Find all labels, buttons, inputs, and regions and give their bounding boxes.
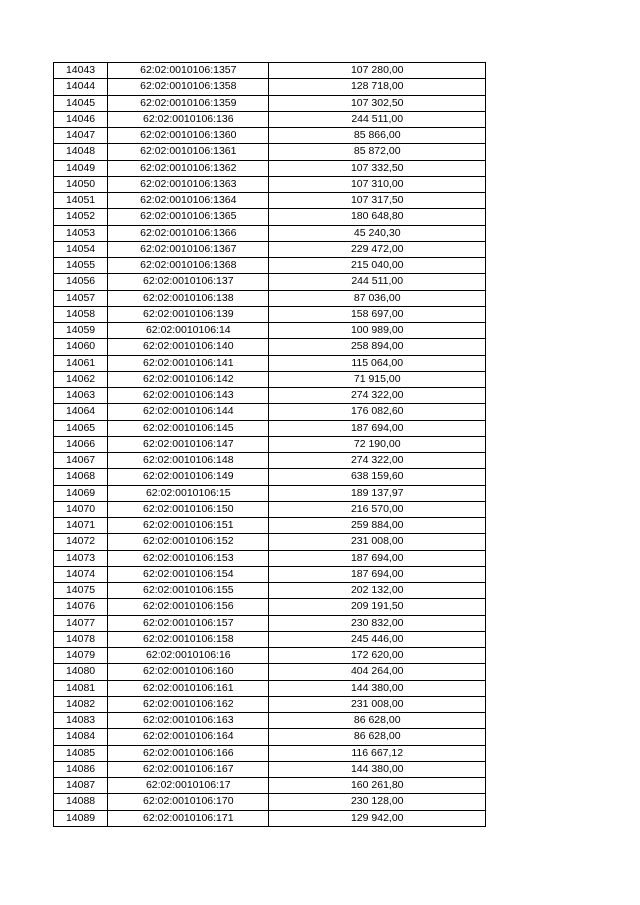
cadastral-value-table bbox=[53, 62, 486, 827]
value-cell: 115 064,00 bbox=[269, 355, 486, 371]
cadastral-number-cell: 62:02:0010106:166 bbox=[108, 745, 269, 761]
cadastral-number-cell: 62:02:0010106:136 bbox=[108, 111, 269, 127]
row-number-cell: 14084 bbox=[54, 729, 108, 745]
row-number-cell: 14070 bbox=[54, 501, 108, 517]
row-number-cell: 14079 bbox=[54, 648, 108, 664]
value-cell: 258 894,00 bbox=[269, 339, 486, 355]
table-row bbox=[54, 631, 486, 647]
row-number-cell: 14057 bbox=[54, 290, 108, 306]
row-number-cell: 14062 bbox=[54, 371, 108, 387]
value-cell: 274 322,00 bbox=[269, 388, 486, 404]
cadastral-number-cell: 62:02:0010106:141 bbox=[108, 355, 269, 371]
cadastral-number-cell: 62:02:0010106:1357 bbox=[108, 63, 269, 79]
value-cell: 231 008,00 bbox=[269, 534, 486, 550]
row-number-cell: 14080 bbox=[54, 664, 108, 680]
value-cell: 231 008,00 bbox=[269, 696, 486, 712]
value-cell: 71 915,00 bbox=[269, 371, 486, 387]
value-cell: 107 317,50 bbox=[269, 193, 486, 209]
cadastral-number-cell: 62:02:0010106:1359 bbox=[108, 95, 269, 111]
cadastral-number-cell: 62:02:0010106:143 bbox=[108, 388, 269, 404]
cadastral-number-cell: 62:02:0010106:156 bbox=[108, 599, 269, 615]
value-cell: 230 128,00 bbox=[269, 794, 486, 810]
table-row bbox=[54, 794, 486, 810]
value-cell: 85 866,00 bbox=[269, 128, 486, 144]
cadastral-number-cell: 62:02:0010106:158 bbox=[108, 631, 269, 647]
cadastral-number-cell: 62:02:0010106:1363 bbox=[108, 176, 269, 192]
table-row bbox=[54, 95, 486, 111]
table-row bbox=[54, 534, 486, 550]
cadastral-number-cell: 62:02:0010106:16 bbox=[108, 648, 269, 664]
row-number-cell: 14061 bbox=[54, 355, 108, 371]
value-cell: 86 628,00 bbox=[269, 713, 486, 729]
row-number-cell: 14074 bbox=[54, 566, 108, 582]
row-number-cell: 14076 bbox=[54, 599, 108, 615]
cadastral-number-cell: 62:02:0010106:1358 bbox=[108, 79, 269, 95]
table-row bbox=[54, 648, 486, 664]
row-number-cell: 14082 bbox=[54, 696, 108, 712]
value-cell: 209 191,50 bbox=[269, 599, 486, 615]
value-cell: 274 322,00 bbox=[269, 453, 486, 469]
table-row bbox=[54, 371, 486, 387]
table-row bbox=[54, 469, 486, 485]
row-number-cell: 14085 bbox=[54, 745, 108, 761]
cadastral-number-cell: 62:02:0010106:155 bbox=[108, 583, 269, 599]
row-number-cell: 14048 bbox=[54, 144, 108, 160]
row-number-cell: 14050 bbox=[54, 176, 108, 192]
cadastral-number-cell: 62:02:0010106:157 bbox=[108, 615, 269, 631]
cadastral-number-cell: 62:02:0010106:160 bbox=[108, 664, 269, 680]
row-number-cell: 14055 bbox=[54, 258, 108, 274]
table-row bbox=[54, 583, 486, 599]
table-row bbox=[54, 810, 486, 826]
table-row bbox=[54, 193, 486, 209]
table-row bbox=[54, 664, 486, 680]
cadastral-number-cell: 62:02:0010106:137 bbox=[108, 274, 269, 290]
row-number-cell: 14071 bbox=[54, 518, 108, 534]
table-row bbox=[54, 696, 486, 712]
row-number-cell: 14069 bbox=[54, 485, 108, 501]
table-row bbox=[54, 485, 486, 501]
row-number-cell: 14065 bbox=[54, 420, 108, 436]
table-row bbox=[54, 404, 486, 420]
table-row bbox=[54, 518, 486, 534]
value-cell: 86 628,00 bbox=[269, 729, 486, 745]
value-cell: 245 446,00 bbox=[269, 631, 486, 647]
row-number-cell: 14075 bbox=[54, 583, 108, 599]
cadastral-number-cell: 62:02:0010106:15 bbox=[108, 485, 269, 501]
table-row bbox=[54, 274, 486, 290]
table-row bbox=[54, 306, 486, 322]
value-cell: 216 570,00 bbox=[269, 501, 486, 517]
cadastral-number-cell: 62:02:0010106:147 bbox=[108, 436, 269, 452]
table-row bbox=[54, 323, 486, 339]
row-number-cell: 14078 bbox=[54, 631, 108, 647]
table-row bbox=[54, 778, 486, 794]
table-row bbox=[54, 258, 486, 274]
row-number-cell: 14077 bbox=[54, 615, 108, 631]
row-number-cell: 14063 bbox=[54, 388, 108, 404]
table-row bbox=[54, 339, 486, 355]
value-cell: 187 694,00 bbox=[269, 550, 486, 566]
table-row bbox=[54, 63, 486, 79]
row-number-cell: 14060 bbox=[54, 339, 108, 355]
table-row bbox=[54, 501, 486, 517]
value-cell: 215 040,00 bbox=[269, 258, 486, 274]
cadastral-number-cell: 62:02:0010106:1360 bbox=[108, 128, 269, 144]
cadastral-number-cell: 62:02:0010106:142 bbox=[108, 371, 269, 387]
value-cell: 638 159,60 bbox=[269, 469, 486, 485]
cadastral-number-cell: 62:02:0010106:171 bbox=[108, 810, 269, 826]
value-cell: 189 137,97 bbox=[269, 485, 486, 501]
row-number-cell: 14043 bbox=[54, 63, 108, 79]
cadastral-number-cell: 62:02:0010106:1364 bbox=[108, 193, 269, 209]
value-cell: 404 264,00 bbox=[269, 664, 486, 680]
cadastral-number-cell: 62:02:0010106:1366 bbox=[108, 225, 269, 241]
value-cell: 259 884,00 bbox=[269, 518, 486, 534]
value-cell: 87 036,00 bbox=[269, 290, 486, 306]
value-cell: 107 332,50 bbox=[269, 160, 486, 176]
value-cell: 187 694,00 bbox=[269, 420, 486, 436]
value-cell: 160 261,80 bbox=[269, 778, 486, 794]
cadastral-number-cell: 62:02:0010106:150 bbox=[108, 501, 269, 517]
value-cell: 116 667,12 bbox=[269, 745, 486, 761]
row-number-cell: 14073 bbox=[54, 550, 108, 566]
value-cell: 128 718,00 bbox=[269, 79, 486, 95]
value-cell: 158 697,00 bbox=[269, 306, 486, 322]
value-cell: 144 380,00 bbox=[269, 680, 486, 696]
cadastral-number-cell: 62:02:0010106:140 bbox=[108, 339, 269, 355]
row-number-cell: 14066 bbox=[54, 436, 108, 452]
table-row bbox=[54, 420, 486, 436]
cadastral-number-cell: 62:02:0010106:164 bbox=[108, 729, 269, 745]
cadastral-number-cell: 62:02:0010106:170 bbox=[108, 794, 269, 810]
cadastral-number-cell: 62:02:0010106:167 bbox=[108, 761, 269, 777]
cadastral-number-cell: 62:02:0010106:149 bbox=[108, 469, 269, 485]
cadastral-number-cell: 62:02:0010106:1365 bbox=[108, 209, 269, 225]
cadastral-number-cell: 62:02:0010106:161 bbox=[108, 680, 269, 696]
cadastral-number-cell: 62:02:0010106:1367 bbox=[108, 241, 269, 257]
row-number-cell: 14058 bbox=[54, 306, 108, 322]
cadastral-number-cell: 62:02:0010106:139 bbox=[108, 306, 269, 322]
value-cell: 100 989,00 bbox=[269, 323, 486, 339]
table-row bbox=[54, 144, 486, 160]
table-row bbox=[54, 225, 486, 241]
table-row bbox=[54, 241, 486, 257]
row-number-cell: 14064 bbox=[54, 404, 108, 420]
row-number-cell: 14083 bbox=[54, 713, 108, 729]
row-number-cell: 14072 bbox=[54, 534, 108, 550]
cadastral-number-cell: 62:02:0010106:151 bbox=[108, 518, 269, 534]
value-cell: 180 648,80 bbox=[269, 209, 486, 225]
table-row bbox=[54, 761, 486, 777]
table-row bbox=[54, 453, 486, 469]
row-number-cell: 14087 bbox=[54, 778, 108, 794]
table-row bbox=[54, 615, 486, 631]
table-row bbox=[54, 729, 486, 745]
cadastral-number-cell: 62:02:0010106:154 bbox=[108, 566, 269, 582]
value-cell: 244 511,00 bbox=[269, 111, 486, 127]
cadastral-number-cell: 62:02:0010106:152 bbox=[108, 534, 269, 550]
table-row bbox=[54, 79, 486, 95]
table-row bbox=[54, 745, 486, 761]
cadastral-number-cell: 62:02:0010106:153 bbox=[108, 550, 269, 566]
value-cell: 230 832,00 bbox=[269, 615, 486, 631]
cadastral-number-cell: 62:02:0010106:162 bbox=[108, 696, 269, 712]
table-row bbox=[54, 160, 486, 176]
table-row bbox=[54, 680, 486, 696]
row-number-cell: 14081 bbox=[54, 680, 108, 696]
row-number-cell: 14045 bbox=[54, 95, 108, 111]
cadastral-number-cell: 62:02:0010106:138 bbox=[108, 290, 269, 306]
table-row bbox=[54, 550, 486, 566]
value-cell: 45 240,30 bbox=[269, 225, 486, 241]
table-body bbox=[54, 63, 486, 827]
row-number-cell: 14051 bbox=[54, 193, 108, 209]
cadastral-number-cell: 62:02:0010106:14 bbox=[108, 323, 269, 339]
row-number-cell: 14053 bbox=[54, 225, 108, 241]
table-row bbox=[54, 599, 486, 615]
table-row bbox=[54, 436, 486, 452]
cadastral-number-cell: 62:02:0010106:144 bbox=[108, 404, 269, 420]
value-cell: 129 942,00 bbox=[269, 810, 486, 826]
cadastral-number-cell: 62:02:0010106:148 bbox=[108, 453, 269, 469]
row-number-cell: 14046 bbox=[54, 111, 108, 127]
value-cell: 107 280,00 bbox=[269, 63, 486, 79]
cadastral-number-cell: 62:02:0010106:17 bbox=[108, 778, 269, 794]
value-cell: 72 190,00 bbox=[269, 436, 486, 452]
row-number-cell: 14088 bbox=[54, 794, 108, 810]
row-number-cell: 14052 bbox=[54, 209, 108, 225]
row-number-cell: 14056 bbox=[54, 274, 108, 290]
cadastral-number-cell: 62:02:0010106:163 bbox=[108, 713, 269, 729]
value-cell: 176 082,60 bbox=[269, 404, 486, 420]
value-cell: 229 472,00 bbox=[269, 241, 486, 257]
row-number-cell: 14047 bbox=[54, 128, 108, 144]
row-number-cell: 14059 bbox=[54, 323, 108, 339]
row-number-cell: 14044 bbox=[54, 79, 108, 95]
cadastral-number-cell: 62:02:0010106:1361 bbox=[108, 144, 269, 160]
value-cell: 244 511,00 bbox=[269, 274, 486, 290]
table-row bbox=[54, 355, 486, 371]
table-row bbox=[54, 713, 486, 729]
table-row bbox=[54, 176, 486, 192]
cadastral-number-cell: 62:02:0010106:1362 bbox=[108, 160, 269, 176]
row-number-cell: 14089 bbox=[54, 810, 108, 826]
value-cell: 187 694,00 bbox=[269, 566, 486, 582]
row-number-cell: 14054 bbox=[54, 241, 108, 257]
table-row bbox=[54, 290, 486, 306]
table-row bbox=[54, 209, 486, 225]
table-row bbox=[54, 566, 486, 582]
cadastral-number-cell: 62:02:0010106:1368 bbox=[108, 258, 269, 274]
row-number-cell: 14068 bbox=[54, 469, 108, 485]
value-cell: 202 132,00 bbox=[269, 583, 486, 599]
row-number-cell: 14067 bbox=[54, 453, 108, 469]
cadastral-number-cell: 62:02:0010106:145 bbox=[108, 420, 269, 436]
table-row bbox=[54, 388, 486, 404]
row-number-cell: 14049 bbox=[54, 160, 108, 176]
value-cell: 144 380,00 bbox=[269, 761, 486, 777]
value-cell: 172 620,00 bbox=[269, 648, 486, 664]
value-cell: 85 872,00 bbox=[269, 144, 486, 160]
value-cell: 107 302,50 bbox=[269, 95, 486, 111]
table-row bbox=[54, 111, 486, 127]
row-number-cell: 14086 bbox=[54, 761, 108, 777]
value-cell: 107 310,00 bbox=[269, 176, 486, 192]
table-row bbox=[54, 128, 486, 144]
